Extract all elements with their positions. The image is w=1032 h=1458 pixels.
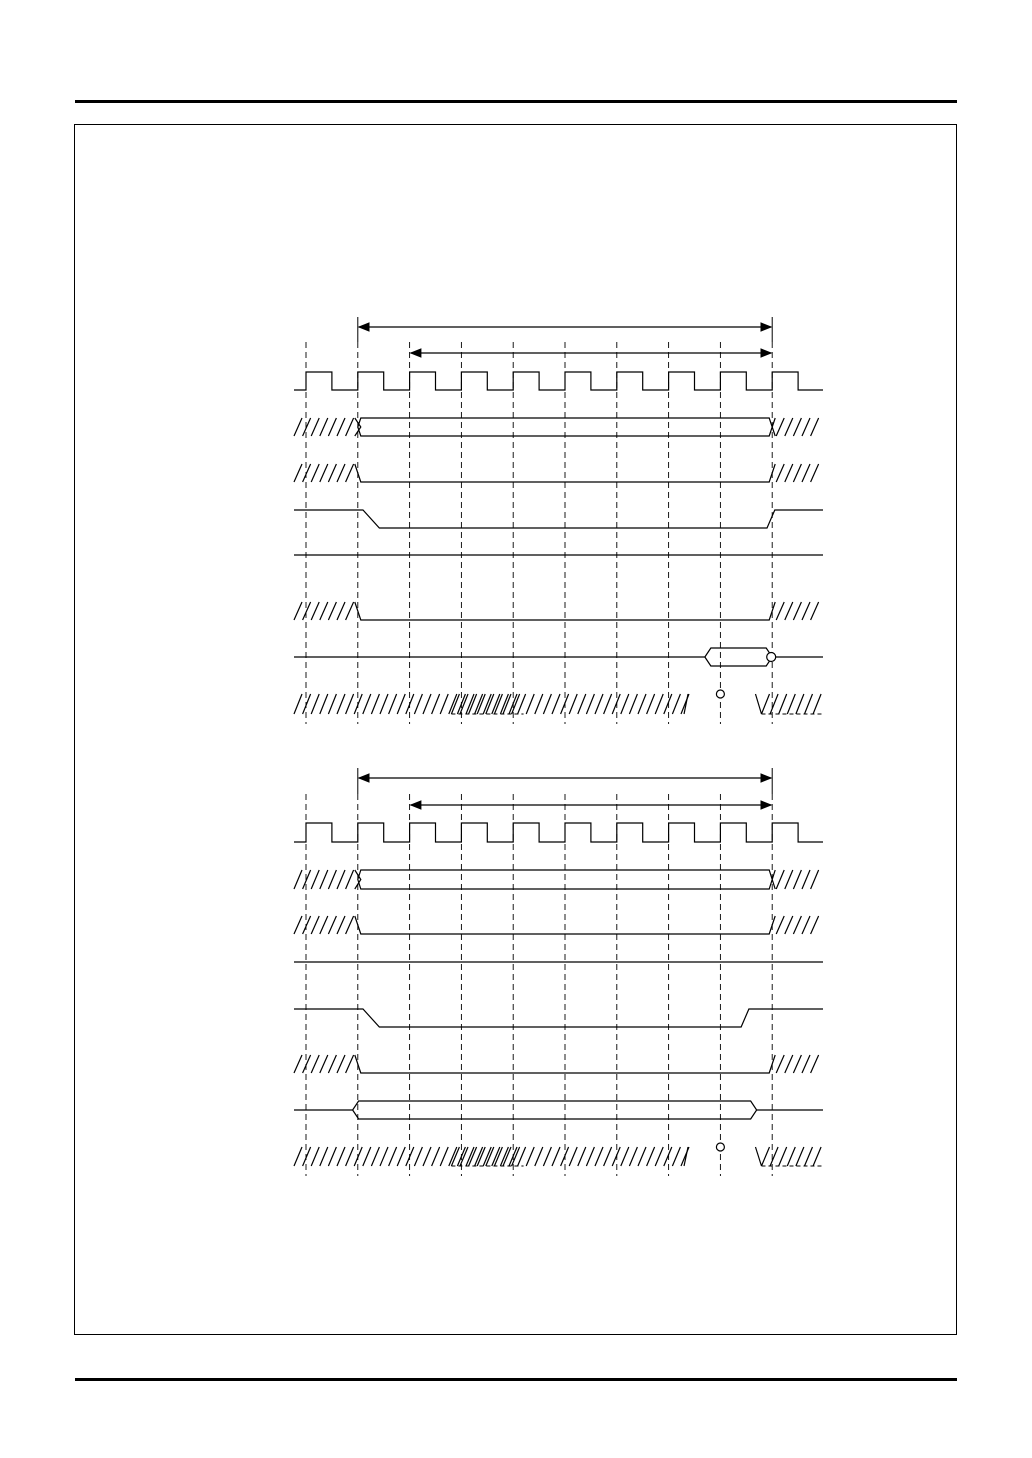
hatch-stroke (664, 694, 672, 714)
hatch-stroke (371, 1147, 379, 1166)
hatch-stroke (346, 602, 354, 620)
hatch-stroke (543, 694, 551, 714)
hatch-stroke (303, 694, 311, 714)
hatch-stroke (647, 1147, 655, 1166)
hatch-stroke (793, 602, 801, 620)
hatch-stroke (804, 1147, 812, 1166)
hatch-stroke (294, 1055, 302, 1073)
clock-waveform (294, 372, 823, 390)
hatch-stroke (776, 464, 784, 482)
hatch-before (294, 916, 354, 934)
hatch-stroke (320, 870, 328, 889)
hatch-stroke (294, 418, 302, 436)
hatch-stroke (802, 1055, 810, 1073)
hatch-stroke (320, 464, 328, 482)
hatch-before (294, 418, 354, 436)
hatch-stroke (294, 694, 302, 714)
hatch-stroke (311, 464, 319, 482)
hatch-after (776, 870, 818, 889)
hatch-stroke (346, 916, 354, 934)
hatch-stroke (380, 694, 388, 714)
hatch-stroke (793, 870, 801, 889)
hatch-stroke (328, 602, 336, 620)
hatch-stroke (578, 1147, 586, 1166)
hatch-stroke (337, 870, 345, 889)
hatch-stroke (328, 1147, 336, 1166)
hatch-stroke (346, 694, 354, 714)
hatch-stroke (793, 464, 801, 482)
hatch-stroke (311, 1055, 319, 1073)
hatch-stroke (569, 694, 577, 714)
hatch-stroke (294, 870, 302, 889)
hatch-stroke (787, 694, 795, 714)
hatch-after (776, 916, 818, 934)
hatch-stroke (337, 694, 345, 714)
hatch-stroke (813, 1147, 821, 1166)
hatch-stroke (432, 694, 440, 714)
diagram-2-signal-1 (294, 823, 823, 842)
hatch-stroke (294, 602, 302, 620)
hatch-stroke (796, 1147, 804, 1166)
hatch-stroke (346, 1147, 354, 1166)
hatch-stroke (776, 418, 784, 436)
hatch-stroke (380, 1147, 388, 1166)
hatch-stroke (647, 694, 655, 714)
hatch-stroke (787, 1147, 795, 1166)
hatch-stroke (779, 1147, 787, 1166)
hatch-stroke (586, 694, 594, 714)
hatch-stroke (303, 1055, 311, 1073)
hatch-stroke (303, 916, 311, 934)
hatch-stroke (672, 694, 680, 714)
hatch-stroke (578, 694, 586, 714)
hatch-stroke (328, 694, 336, 714)
hatch-data-right (761, 1147, 823, 1166)
hatch-stroke (311, 916, 319, 934)
hatch-stroke (320, 1147, 328, 1166)
hatch-stroke (294, 1147, 302, 1166)
hatch-after (776, 1055, 818, 1073)
hatch-stroke (389, 1147, 397, 1166)
hatch-stroke (303, 1147, 311, 1166)
hatch-stroke (552, 1147, 560, 1166)
hatch-stroke (761, 1147, 769, 1166)
hatch-data-right (761, 694, 823, 714)
hatch-stroke (785, 464, 793, 482)
hatch-stroke (320, 694, 328, 714)
hatch-stroke (802, 418, 810, 436)
hatch-stroke (761, 694, 769, 714)
hatch-stroke (629, 1147, 637, 1166)
hatch-before (294, 1055, 354, 1073)
hatch-stroke (595, 1147, 603, 1166)
hatch-stroke (337, 1055, 345, 1073)
hatch-stroke (303, 418, 311, 436)
hatch-stroke (655, 1147, 663, 1166)
sample-point-marker (716, 1143, 724, 1151)
diagram-1-signal-7 (294, 648, 823, 666)
hatch-stroke (543, 1147, 551, 1166)
hatch-stroke (526, 1147, 534, 1166)
hatch-stroke (389, 694, 397, 714)
hatch-before (294, 870, 354, 889)
diagram-1-signal-1 (294, 372, 823, 390)
hatch-stroke (311, 1147, 319, 1166)
hatch-stroke (802, 602, 810, 620)
diagram-2 (294, 768, 823, 1176)
hatch-stroke (337, 418, 345, 436)
hatch-after (776, 464, 818, 482)
hatch-stroke (440, 694, 448, 714)
hatch-stroke (397, 1147, 405, 1166)
hatch-stroke (813, 694, 821, 714)
hatch-stroke (796, 694, 804, 714)
hatch-stroke (363, 694, 371, 714)
hatch-stroke (638, 1147, 646, 1166)
hatch-stroke (294, 464, 302, 482)
hatch-stroke (311, 602, 319, 620)
hatch-stroke (328, 870, 336, 889)
hatch-stroke (414, 1147, 422, 1166)
hatch-stroke (793, 1055, 801, 1073)
hatch-stroke (655, 694, 663, 714)
clock-waveform (294, 823, 823, 842)
hatch-stroke (346, 418, 354, 436)
hatch-stroke (802, 916, 810, 934)
hatch-stroke (595, 694, 603, 714)
hatch-stroke (371, 694, 379, 714)
diagram-1-signal-8 (684, 690, 761, 714)
diagram-2-signal-5 (294, 1009, 823, 1027)
hatch-stroke (785, 602, 793, 620)
hatch-stroke (770, 694, 778, 714)
data-eye (294, 1101, 823, 1119)
level-line (294, 510, 823, 528)
hatch-stroke (664, 1147, 672, 1166)
hatch-stroke (612, 1147, 620, 1166)
data-edge (755, 1147, 761, 1166)
hatch-stroke (328, 1055, 336, 1073)
hatch-stroke (535, 694, 543, 714)
hatch-before (294, 464, 354, 482)
hatch-stroke (793, 418, 801, 436)
hatch-stroke (303, 870, 311, 889)
hatch-stroke (793, 916, 801, 934)
hatch-stroke (811, 464, 819, 482)
hatch-data-left (294, 694, 689, 714)
hatch-stroke (294, 916, 302, 934)
hatch-stroke (638, 694, 646, 714)
hatch-stroke (423, 1147, 431, 1166)
hatch-stroke (811, 870, 819, 889)
hatch-stroke (320, 602, 328, 620)
hatch-stroke (363, 1147, 371, 1166)
hatch-after (776, 418, 818, 436)
hatch-stroke (621, 1147, 629, 1166)
diagram-1 (294, 317, 823, 724)
diagram-2-signal-7 (294, 1101, 823, 1119)
hatch-stroke (423, 694, 431, 714)
hatch-stroke (328, 418, 336, 436)
hatch-stroke (337, 1147, 345, 1166)
hatch-stroke (311, 870, 319, 889)
hatch-stroke (346, 870, 354, 889)
hatch-stroke (811, 916, 819, 934)
hatch-stroke (337, 464, 345, 482)
hatch-stroke (621, 694, 629, 714)
hatch-stroke (311, 694, 319, 714)
hatch-stroke (779, 694, 787, 714)
hatch-stroke (397, 694, 405, 714)
hatch-stroke (811, 602, 819, 620)
hatch-stroke (811, 418, 819, 436)
hatch-stroke (811, 1055, 819, 1073)
hatch-stroke (320, 1055, 328, 1073)
hatch-stroke (535, 1147, 543, 1166)
hatch-data-left (294, 1147, 689, 1166)
hatch-stroke (337, 602, 345, 620)
hatch-stroke (672, 1147, 680, 1166)
hatch-stroke (346, 1055, 354, 1073)
hatch-stroke (311, 418, 319, 436)
sample-point-marker (767, 653, 776, 662)
hatch-stroke (303, 464, 311, 482)
hatch-stroke (776, 1055, 784, 1073)
hatch-stroke (569, 1147, 577, 1166)
data-edge (755, 694, 761, 714)
hatch-stroke (328, 916, 336, 934)
hatch-stroke (802, 870, 810, 889)
hatch-stroke (604, 1147, 612, 1166)
hatch-stroke (776, 870, 784, 889)
hatch-stroke (328, 464, 336, 482)
hatch-stroke (586, 1147, 594, 1166)
level-line (294, 1009, 823, 1027)
hatch-stroke (776, 602, 784, 620)
diagram-1-signal-4 (294, 510, 823, 528)
sample-point-marker (716, 690, 724, 698)
hatch-stroke (432, 1147, 440, 1166)
diagram-2-signal-8 (684, 1143, 761, 1166)
hatch-stroke (440, 1147, 448, 1166)
hatch-stroke (804, 694, 812, 714)
hatch-stroke (785, 870, 793, 889)
hatch-before (294, 602, 354, 620)
hatch-stroke (802, 464, 810, 482)
hatch-stroke (776, 916, 784, 934)
hatch-stroke (320, 418, 328, 436)
hatch-stroke (785, 1055, 793, 1073)
hatch-stroke (552, 694, 560, 714)
data-eye (294, 648, 823, 666)
hatch-stroke (303, 602, 311, 620)
hatch-stroke (526, 694, 534, 714)
hatch-stroke (770, 1147, 778, 1166)
hatch-stroke (604, 694, 612, 714)
hatch-stroke (785, 916, 793, 934)
hatch-stroke (785, 418, 793, 436)
hatch-stroke (337, 916, 345, 934)
hatch-stroke (414, 694, 422, 714)
hatch-stroke (612, 694, 620, 714)
hatch-stroke (320, 916, 328, 934)
hatch-stroke (346, 464, 354, 482)
hatch-stroke (629, 694, 637, 714)
hatch-after (776, 602, 818, 620)
